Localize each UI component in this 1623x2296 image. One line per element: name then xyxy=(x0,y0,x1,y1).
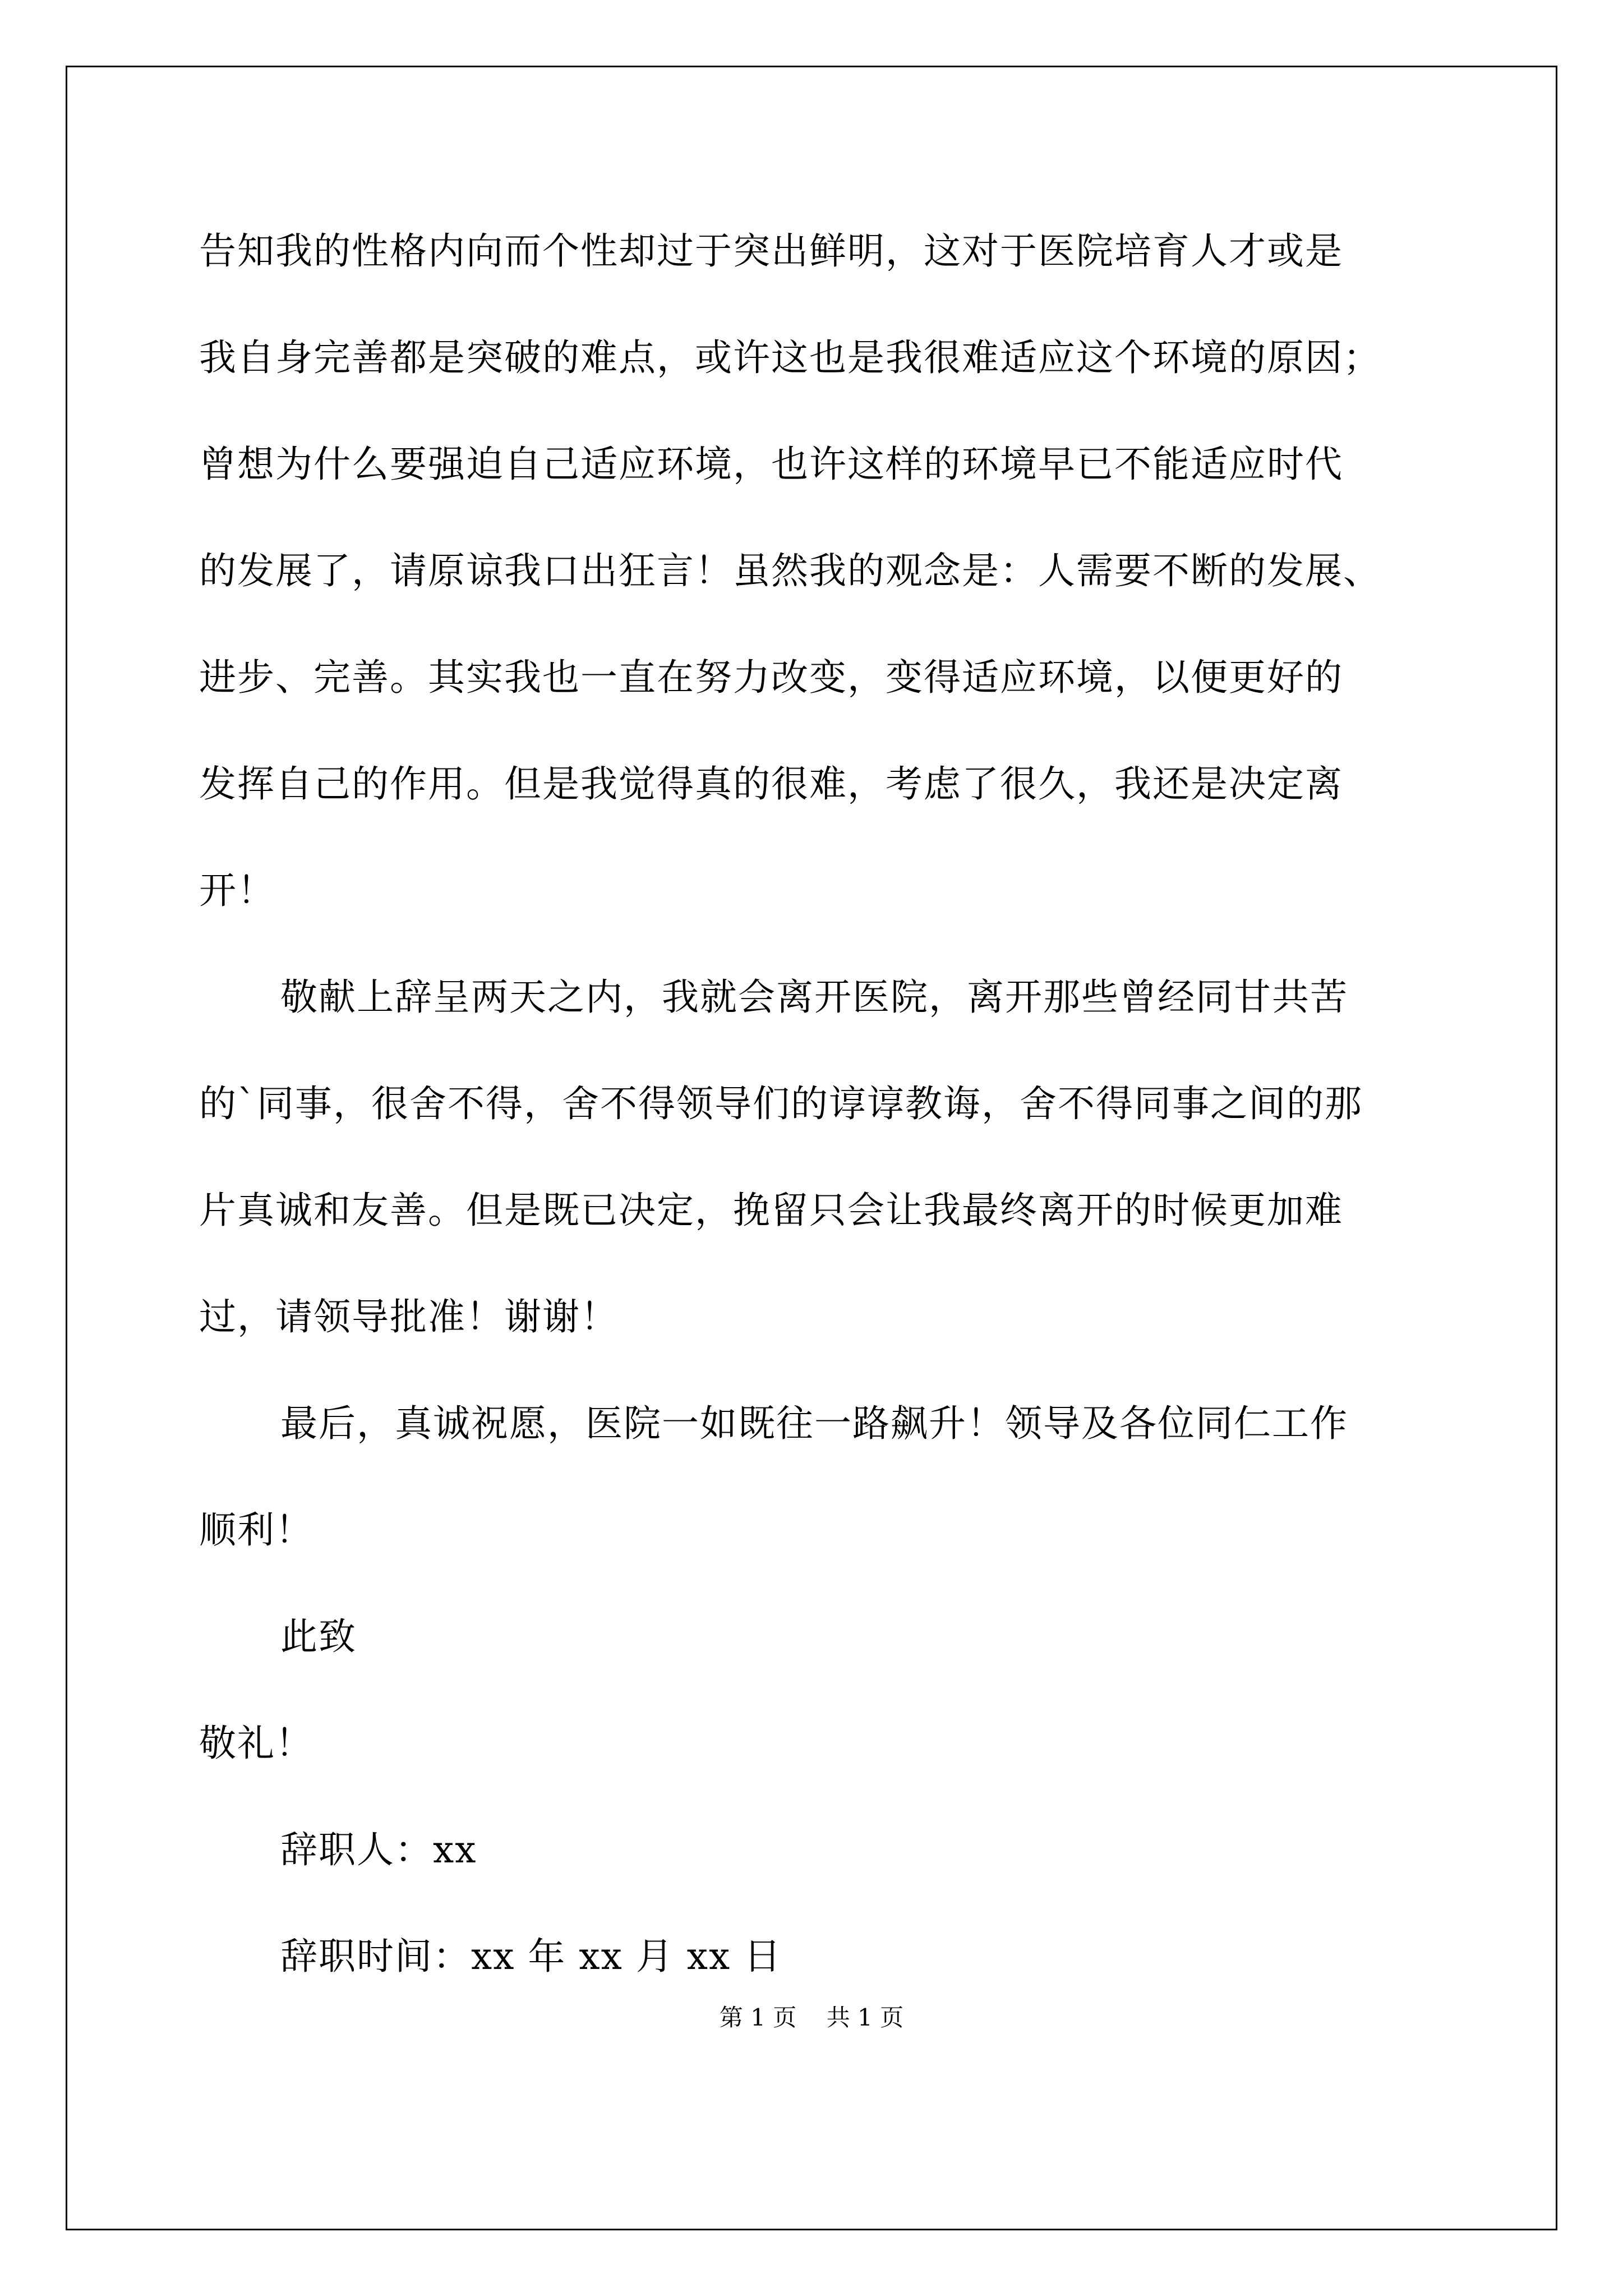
paragraph-2-line-1: 敬献上辞呈两天之内，我就会离开医院，离开那些曾经同甘共苦 xyxy=(280,976,1348,1019)
body-line-6: 发挥自己的作用。但是我觉得真的很难，考虑了很久，我还是决定离 xyxy=(199,762,1343,806)
paragraph-2-line-4: 过，请领导批准！谢谢！ xyxy=(199,1295,619,1338)
body-line-2: 我自身完善都是突破的难点，或许这也是我很难适应这个环境的原因； xyxy=(199,336,1381,379)
closing-salutation: 此致 xyxy=(280,1615,357,1658)
body-line-4: 的发展了，请原谅我口出狂言！虽然我的观念是：人需要不断的发展、 xyxy=(199,549,1381,592)
body-line-7: 开！ xyxy=(199,869,275,912)
closing-regards: 敬礼！ xyxy=(199,1722,313,1765)
signature-date: 辞职时间：xx 年 xx 月 xx 日 xyxy=(280,1935,782,1978)
page-number: 第 1 页 xyxy=(719,2004,797,2031)
page-total: 共 1 页 xyxy=(826,2004,904,2031)
paragraph-3-line-1: 最后，真诚祝愿，医院一如既往一路飙升！领导及各位同仁工作 xyxy=(280,1402,1348,1445)
body-line-5: 进步、完善。其实我也一直在努力改变，变得适应环境，以便更好的 xyxy=(199,656,1343,699)
paragraph-2-line-3: 片真诚和友善。但是既已决定，挽留只会让我最终离开的时候更加难 xyxy=(199,1189,1343,1232)
body-line-1: 告知我的性格内向而个性却过于突出鲜明，这对于医院培育人才或是 xyxy=(199,229,1343,273)
page-footer xyxy=(0,2004,1623,2032)
paragraph-3-line-2: 顺利！ xyxy=(199,1508,313,1552)
paragraph-2-line-2: 的`同事，很舍不得，舍不得领导们的谆谆教诲，舍不得同事之间的那 xyxy=(199,1082,1363,1125)
body-line-3: 曾想为什么要强迫自己适应环境，也许这样的环境早已不能适应时代 xyxy=(199,443,1343,486)
signature-name: 辞职人：xx xyxy=(280,1828,477,1871)
page-border xyxy=(66,66,1557,2230)
